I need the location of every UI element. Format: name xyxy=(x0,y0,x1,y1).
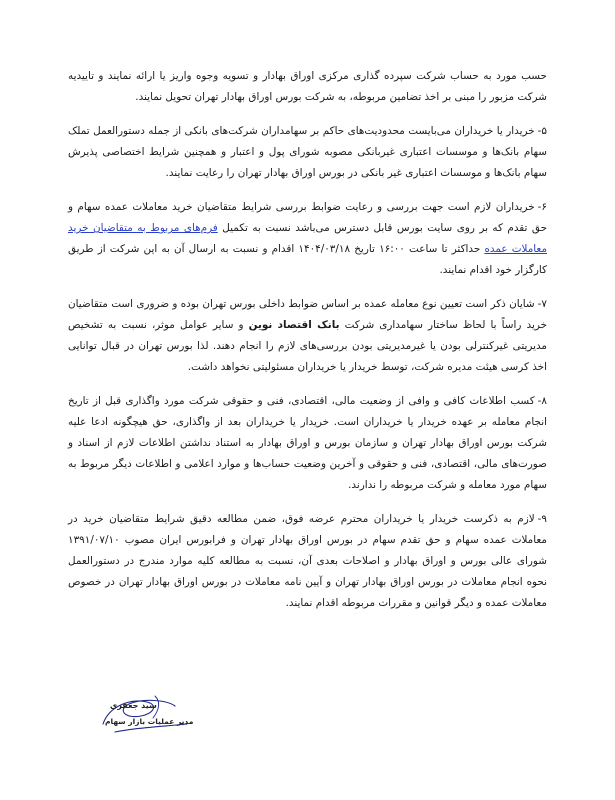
signature-title: مدیر عملیات بازار سهام xyxy=(105,717,194,726)
paragraph-number: ۷- xyxy=(537,298,547,310)
paragraph-text: خریداران لازم است جهت بررسی و رعایت ضوابط بررسی شرایط متقاضیان خرید معاملات عمده سهام و حق تقدم که بر روی سایت بورس قابل دسترس می‌باشد نسبت به تکمیل xyxy=(68,201,547,234)
paragraph-text: شایان ذکر است تعیین نوع معامله عمده بر اساس ضوابط داخلی بورس تهران بوده و ضروری است متقاضیان خرید راساً با لحاظ ساختار سهامداری شرکت xyxy=(68,298,547,331)
paragraph-text: و سایر عوامل موثر، نسبت به تشخیص مدیریتی غیرکنترلی بودن یا غیرمدیریتی بودن بررسی‌های لازم را انجام دهند. لذا بورس تهران در قبال توانایی اخذ کرسی هیئت مدیره شرکت، توسط خریدار یا خریداران مسئولیتی نخواهد داشت. xyxy=(68,319,547,373)
paragraph-number: ۹- xyxy=(537,513,547,525)
paragraph-text: حداکثر تا ساعت ۱۶:۰۰ تاریخ ۱۴۰۴/۰۳/۱۸ اقدام و نسبت به ارسال آن به این شرکت از طریق کارگزار خود اقدام نمایند. xyxy=(68,243,547,276)
paragraph-text: لازم به ذکرست خریدار یا خریداران محترم عرضه فوق، ضمن مطالعه دقیق شرایط متقاضیان خرید در معاملات عمده سهام و حق تقدم سهام در بورس اوراق بهادار تهران و فرابورس ایران مصوب ۱۳۹۱/۰۷/۱۰ شورای عالی بورس و اوراق بهادار و اصلاحات بعدی آن، نسبت به مطالعه کلیه موارد مندرج در دستورالعمل نحوه انجام معاملات در بورس اوراق بهادار تهران و آیین نامه معاملات در بورس اوراق بهادار تهران در خصوص معاملات عمده و دیگر قوانین و مقررات مربوطه اقدام نمایند. xyxy=(68,513,547,609)
paragraph-9 xyxy=(68,509,547,614)
company-name-bold: بانک اقتصاد نوین xyxy=(248,319,340,331)
paragraph-number: ۶- xyxy=(537,201,547,213)
paragraph-number: ۸- xyxy=(537,395,547,407)
paragraph-6 xyxy=(68,197,547,281)
paragraph-8 xyxy=(68,391,547,496)
paragraph-5 xyxy=(68,121,547,184)
paragraph-intro xyxy=(68,66,547,108)
paragraph-text: کسب اطلاعات کافی و وافی از وضعیت مالی، اقتصادی، فنی و حقوقی شرکت مورد واگذاری قبل از تاریخ انجام معامله بر عهده خریدار یا خریداران است. خریدار یا خریداران بعد از واگذاری، حق هیچگونه ادعا علیه شرکت بورس اوراق بهادار تهران و سازمان بورس و اوراق بهادار به استناد نداشتن اطلاعات لازم از اسناد و صورت‌های مالی، اقتصادی، فنی و حقوقی و آخرین وضعیت حساب‌ها و موارد اعلامی و اطلاعات دیگر مربوط به سهام مورد معامله و شرکت مربوطه را ندارند. xyxy=(68,395,547,491)
signature-name: سید جعفری xyxy=(110,701,157,710)
paragraph-text: حسب مورد به حساب شرکت سپرده گذاری مرکزی اوراق بهادار و تسویه وجوه واریز یا ارائه نمایند و تاییدیه شرکت مزبور را مبنی بر اخذ تضامین مربوطه، به شرکت بورس اوراق بهادار تهران تحویل نمایند. xyxy=(68,70,547,103)
paragraph-text: خریدار یا خریداران می‌بایست محدودیت‌های حاکم بر سهامداران شرکت‌های بانکی از جمله دستورالعمل تملک سهام بانک‌ها و موسسات اعتباری غیربانکی مصوبه شورای پول و اعتبار و همچنین شرایط اختصاصی پذیرش سهام بانک‌ها و موسسات اعتباری غیر بانکی در بورس اوراق بهادار تهران را رعایت نمایند. xyxy=(68,125,547,179)
signature-block xyxy=(95,688,205,748)
forms-link[interactable]: فرم‌های مربوط به متقاضیان خرید معاملات عمده xyxy=(68,222,548,255)
paragraph-number: ۵- xyxy=(537,125,547,137)
document-body xyxy=(68,66,547,614)
paragraph-7 xyxy=(68,294,547,378)
